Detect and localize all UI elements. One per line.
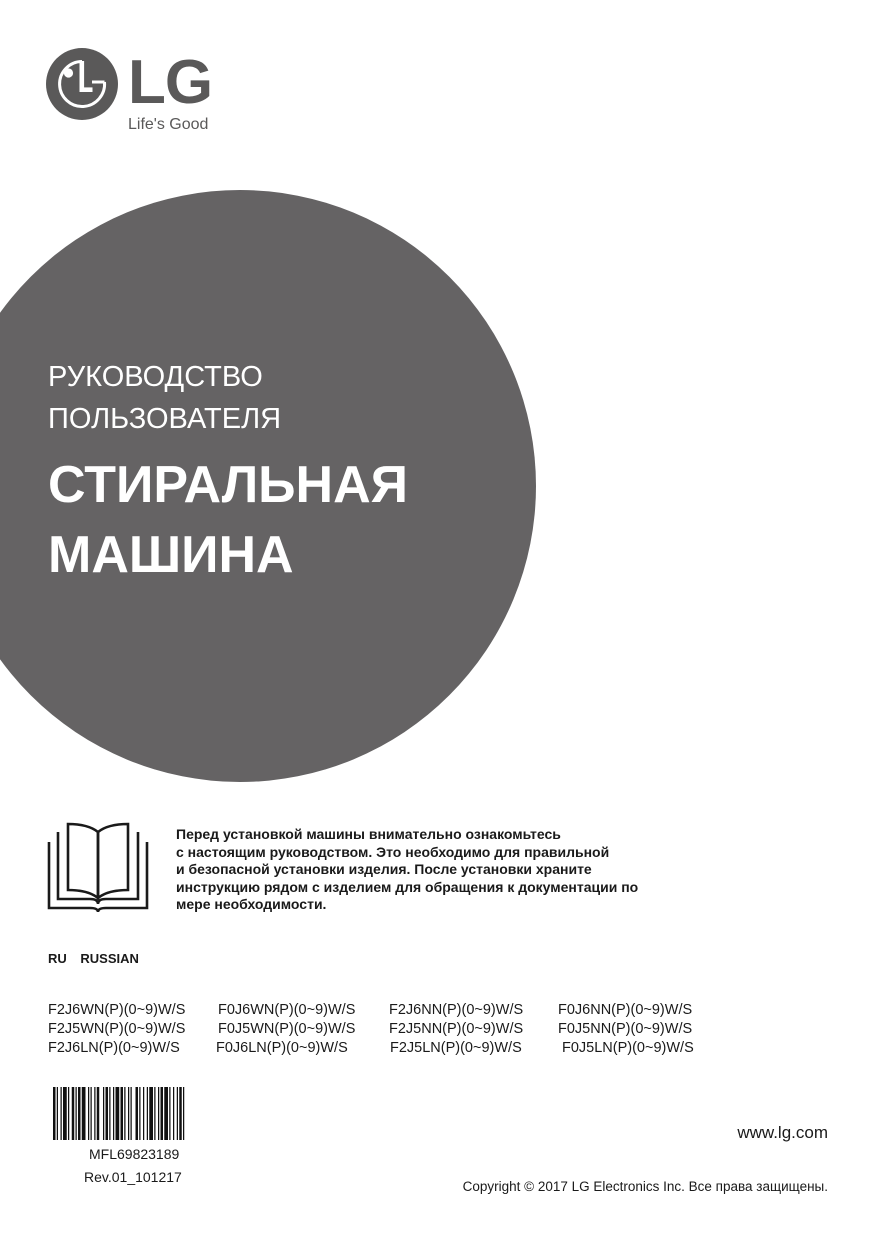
lg-logo: [46, 48, 236, 138]
brand-tagline: Life's Good: [128, 116, 209, 133]
notice-text: [176, 826, 756, 914]
model-code: F0J5NN(P)(0~9)W/S: [558, 1021, 693, 1037]
model-code: F2J5WN(P)(0~9)W/S: [48, 1021, 186, 1037]
language-label: [48, 951, 139, 966]
notice-line: с настоящим руководством. Это необходимо для правильной: [176, 843, 610, 860]
model-code: F2J5LN(P)(0~9)W/S: [390, 1040, 522, 1056]
lg-logo-text: LG: [128, 48, 213, 117]
model-list: [48, 1002, 748, 1059]
copyright-notice: Copyright © 2017 LG Electronics Inc. Все права защищены.: [462, 1179, 828, 1194]
revision-number: Rev.01_101217: [84, 1169, 182, 1185]
part-number: MFL69823189: [89, 1146, 180, 1162]
model-code: F2J6LN(P)(0~9)W/S: [48, 1040, 180, 1056]
model-code: F2J6WN(P)(0~9)W/S: [48, 1002, 186, 1018]
notice-line: Перед установкой машины внимательно ознакомьтесь: [176, 826, 561, 842]
subtitle-line-2: ПОЛЬЗОВАТЕЛЯ: [48, 403, 282, 435]
notice-line: и безопасной установки изделия. После установки храните: [176, 861, 592, 877]
title-line-2: МАШИНА: [48, 526, 294, 584]
model-code: F2J6NN(P)(0~9)W/S: [389, 1002, 524, 1018]
language-code: RU: [48, 951, 67, 966]
lg-face-logo-icon: [46, 48, 118, 120]
notice-line: мере необходимости.: [176, 896, 327, 912]
subtitle-line-1: РУКОВОДСТВО: [48, 361, 263, 393]
barcode-icon: [53, 1087, 231, 1140]
model-row: [48, 1002, 748, 1021]
model-code: F0J6LN(P)(0~9)W/S: [216, 1040, 348, 1056]
language-name: RUSSIAN: [80, 951, 139, 966]
model-row: [48, 1021, 748, 1040]
title-line-1: СТИРАЛЬНАЯ: [48, 456, 409, 514]
notice-line: инструкцию рядом с изделием для обращения к документации по: [176, 878, 639, 895]
model-code: F2J5NN(P)(0~9)W/S: [389, 1021, 524, 1037]
model-code: F0J5LN(P)(0~9)W/S: [562, 1040, 694, 1056]
website-link[interactable]: www.lg.com: [737, 1123, 828, 1142]
model-code: F0J6NN(P)(0~9)W/S: [558, 1002, 693, 1018]
model-code: F0J5WN(P)(0~9)W/S: [218, 1021, 356, 1037]
model-row: [48, 1040, 748, 1059]
open-book-icon: [46, 820, 150, 914]
model-code: F0J6WN(P)(0~9)W/S: [218, 1002, 356, 1018]
